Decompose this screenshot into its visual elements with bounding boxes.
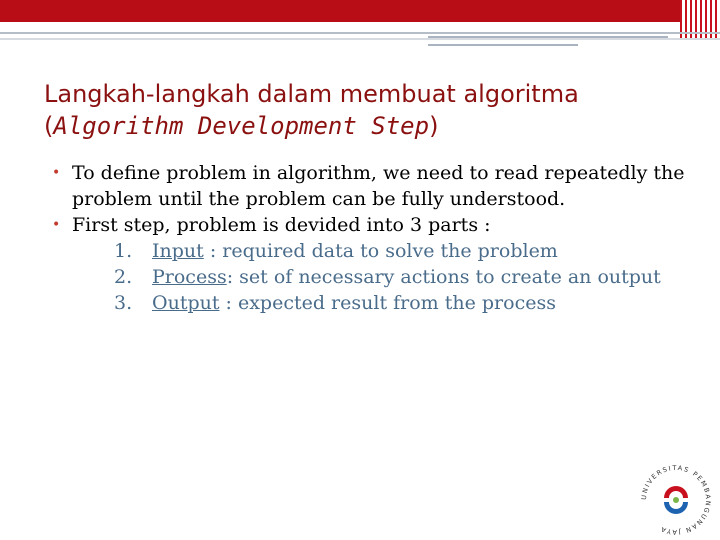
title-line-1: Langkah-langkah dalam membuat algoritma: [44, 80, 579, 108]
bullet-text: First step, problem is devided into 3 parts :: [72, 214, 491, 236]
list-text: : required data to solve the problem: [203, 240, 558, 262]
list-number: 3.: [114, 292, 133, 314]
list-item: [114, 290, 692, 316]
bullet-item: [52, 212, 692, 238]
list-text: : set of necessary actions to create an output: [226, 266, 661, 288]
logo-center-dot: [673, 497, 679, 503]
logo-text: UNIVERSITAS PEMBANGUNAN JAYA: [640, 464, 712, 536]
header-lines: [0, 26, 720, 56]
title-line-2: [44, 110, 694, 142]
list-term: Process: [152, 266, 227, 288]
list-term: Output: [152, 292, 220, 314]
title-open-paren: (: [44, 112, 54, 140]
bullet-dot-icon: •: [52, 217, 61, 233]
list-text: : expected result from the process: [219, 292, 556, 314]
list-number: 2.: [114, 266, 133, 288]
slide-content: [52, 160, 692, 316]
bullet-text: To define problem in algorithm, we need to read repeatedly the problem until the problem can be fully understood.: [72, 162, 685, 210]
list-item: [114, 238, 692, 264]
slide-title: [44, 78, 694, 142]
numbered-list: [114, 238, 692, 316]
list-item: [114, 264, 692, 290]
university-logo: [640, 464, 712, 536]
header-bar: [0, 0, 720, 22]
header-stripe: [0, 0, 680, 22]
logo-blue-arc: [664, 502, 688, 514]
title-italic: Algorithm Development Step: [53, 112, 430, 140]
bullet-item: [52, 160, 692, 212]
title-close-paren: ): [429, 112, 439, 140]
logo-red-arc: [664, 486, 688, 498]
list-term: Input: [152, 240, 204, 262]
list-number: 1.: [114, 240, 133, 262]
bullet-dot-icon: •: [52, 165, 61, 181]
